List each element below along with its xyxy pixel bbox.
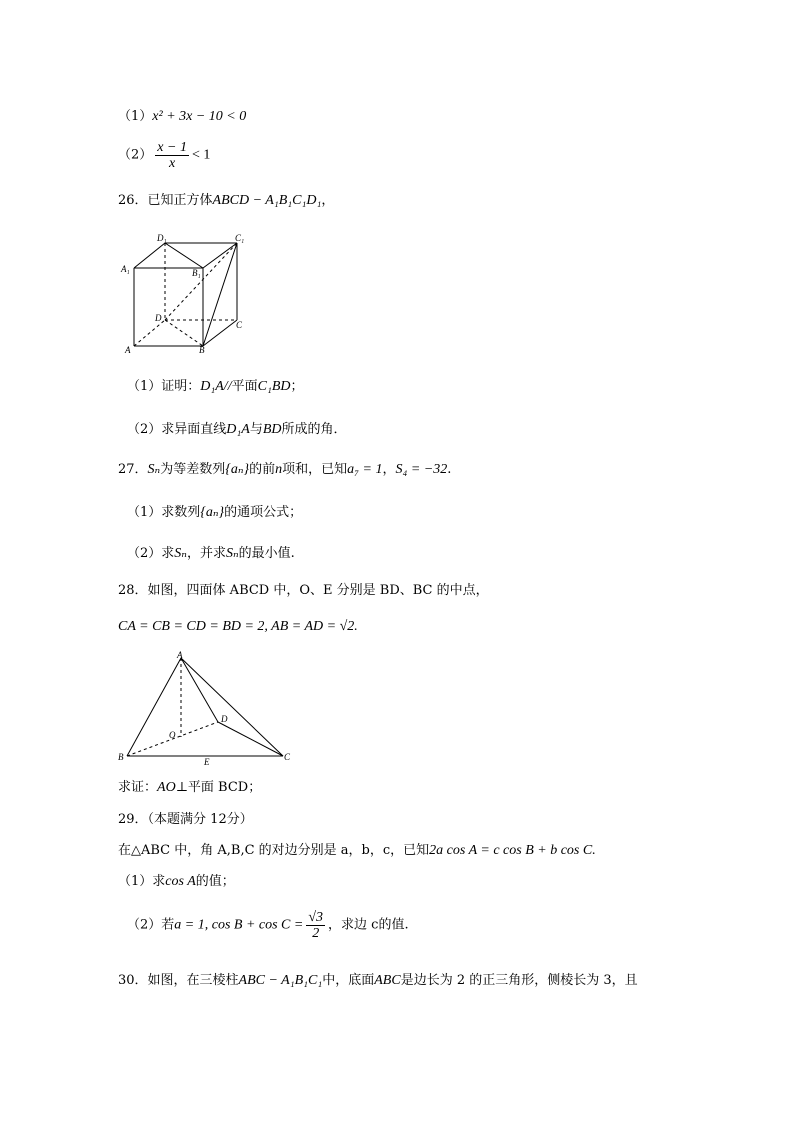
q29-part1	[118, 873, 235, 891]
q29-part2-fraction	[306, 910, 325, 941]
q28-prove	[118, 779, 261, 797]
label-A1: A₁	[121, 264, 130, 274]
edge-BC	[203, 320, 237, 346]
label-B: B	[199, 345, 205, 355]
q27-text-b: 为等差数列	[160, 462, 226, 477]
q26-part1-expr1: D₁A//	[200, 379, 232, 394]
q27-part2-mid: ，并求	[186, 546, 226, 561]
edge-A1D1	[134, 243, 165, 268]
edge-DC	[218, 722, 283, 756]
q28-stem: 28．如图，四面体 ABCD 中，O、E 分别是 BD、BC 的中点，	[118, 583, 489, 598]
q28-condition	[118, 618, 358, 636]
q29-part2-denominator: 2	[312, 926, 320, 941]
q29-part2-end: ，求边 c的值.	[328, 917, 409, 933]
label-C: C	[284, 752, 291, 762]
q30-stem-text-a: 30．如图，在三棱柱	[118, 973, 239, 988]
q26-part2-expr2: BD	[262, 422, 282, 437]
q27-part2-sn2: Sₙ	[225, 546, 239, 561]
q27-part2	[127, 545, 295, 563]
q29-title: 29．（本题满分 12分）	[118, 812, 253, 827]
edge-AD	[181, 658, 218, 722]
edge-B1C1	[203, 243, 237, 268]
q29-part2-numerator: √3	[308, 910, 324, 925]
edge-AB	[127, 658, 181, 756]
q29-part1-label: （1）求	[118, 874, 166, 889]
q26-part2-mid: 与	[249, 422, 263, 437]
q29-stem-expr: 2a cos A = c cos B + b cos C.	[429, 843, 596, 858]
q26-stem-expr: ABCD − A₁B₁C₁D₁	[212, 193, 322, 208]
q28-prove-label: 求证：	[118, 780, 158, 795]
q30-stem-text-b: 中，底面	[322, 973, 375, 988]
q28-condition-expr: CA = CB = CD = BD = 2, AB = AD = √2.	[118, 619, 358, 634]
q26-part1-expr2: C₁BD	[257, 379, 291, 394]
q25-part1-expr: x² + 3x − 10 < 0	[152, 109, 247, 124]
q26-part1	[127, 378, 304, 396]
edge-AC	[181, 658, 283, 756]
q25-part2-denominator: x	[169, 156, 176, 171]
q27-sn: Sₙ	[147, 462, 161, 477]
q27-part2-sn: Sₙ	[174, 546, 187, 561]
q27-part1-label: （1）求数列	[127, 505, 201, 520]
q29-part2	[127, 910, 409, 941]
q30-stem	[118, 972, 638, 990]
q29-stem-text: 在△ABC 中，角 A,B,C 的对边分别是 a，b，c，已知	[118, 843, 430, 858]
q27-part1	[127, 504, 302, 522]
q25-part1	[118, 108, 246, 126]
label-D: D	[221, 714, 228, 724]
q27-part1-end: 的通项公式；	[224, 505, 303, 520]
q26-part2-label: （2）求异面直线	[127, 422, 227, 437]
q27-stem	[118, 461, 451, 479]
q27-text-f: .	[447, 462, 452, 477]
label-O: O	[169, 730, 176, 740]
edge-DB	[165, 320, 203, 346]
q25-part2-numerator: x − 1	[157, 140, 187, 155]
label-B1: B₁	[192, 268, 201, 278]
q27-number: 27．	[118, 462, 148, 477]
q30-stem-expr2: ABC	[374, 973, 401, 988]
edge-BC1	[203, 243, 237, 346]
q27-text-d: 项和，已知	[282, 462, 348, 477]
q26-part1-end: ；	[290, 379, 304, 394]
q27-n: n	[275, 462, 283, 477]
q25-part1-label: （1）	[118, 109, 153, 124]
q25-part2-label: （2）	[118, 147, 153, 163]
q25-part2-rest: < 1	[191, 147, 211, 163]
q27-s4: S₄ = −32	[395, 462, 448, 477]
q28-prove-expr: AO	[157, 780, 176, 795]
label-A: A	[177, 650, 183, 660]
edge-D1B1	[165, 243, 203, 268]
q26-part1-text: 平面	[231, 379, 258, 394]
q30-stem-text-c: 是边长为 2 的正三角形，侧棱长为 3，且	[400, 973, 638, 988]
q27-part1-seq: {aₙ}	[200, 505, 225, 520]
q28-prove-text: ⊥平面 BCD；	[175, 780, 262, 795]
q26-part1-label: （1）证明：	[127, 379, 201, 394]
q29-part1-expr: cos A	[165, 874, 196, 889]
q25-part2-fraction	[155, 140, 189, 171]
cube-figure	[115, 230, 255, 360]
q26-part2	[127, 421, 347, 439]
q30-stem-expr: ABC − A₁B₁C₁	[238, 973, 323, 988]
label-D: D	[155, 313, 162, 323]
label-B: B	[118, 752, 124, 762]
q27-a7: a₇ = 1	[347, 462, 383, 477]
q29-stem	[118, 842, 596, 860]
q26-part2-end: 所成的角．	[281, 422, 347, 437]
edge-DC1	[165, 243, 237, 320]
q26-stem-suffix: ，	[321, 193, 335, 208]
q29-part2-expr: a = 1, cos B + cos C =	[174, 917, 304, 933]
q29-part1-end: 的值；	[195, 874, 235, 889]
edge-AD	[134, 320, 165, 346]
q27-text-c: 的前	[249, 462, 276, 477]
label-D1: D₁	[157, 233, 167, 243]
label-C: C	[236, 320, 243, 330]
q27-seq: {aₙ}	[225, 462, 250, 477]
q25-part2	[118, 140, 210, 171]
label-C1: C₁	[235, 233, 245, 243]
q29-part2-label: （2）若	[127, 917, 175, 933]
q26-stem-text: 26．已知正方体	[118, 193, 213, 208]
tetrahedron-figure	[115, 650, 295, 765]
label-A: A	[125, 345, 131, 355]
label-E: E	[204, 757, 210, 765]
q27-part2-end: 的最小值.	[238, 546, 295, 561]
q26-stem	[118, 192, 334, 210]
q27-text-e: ，	[382, 462, 396, 477]
q26-part2-expr1: D₁A	[226, 422, 250, 437]
q27-part2-label: （2）求	[127, 546, 175, 561]
